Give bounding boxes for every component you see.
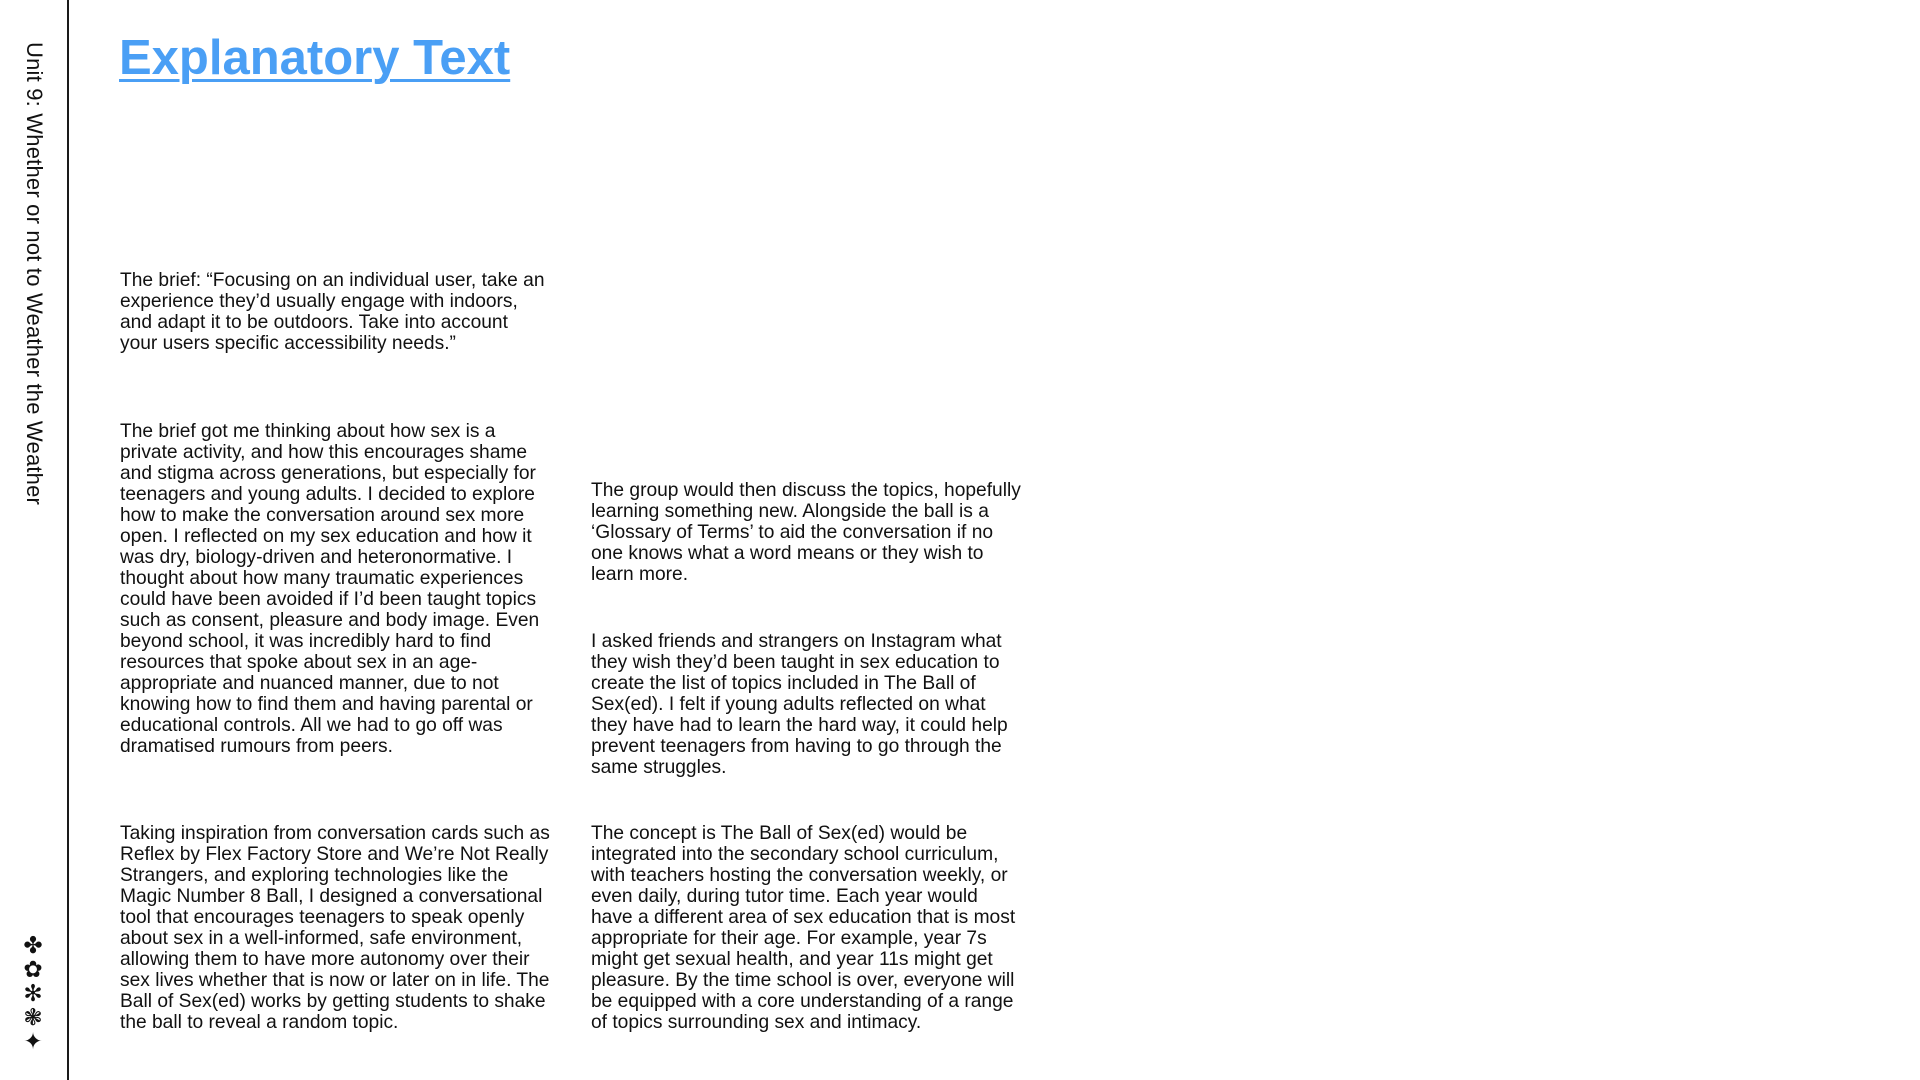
concept-paragraph: The concept is The Ball of Sex(ed) would be integrated into the secondary school curriculum, with teachers hosting the conversation weekly, or even daily, during tutor time. Each year would have a different area of sex education that is most appropriate for their age. For example, year 7s might get sexual health, and year 11s might get pleasure. By the time school is over, everyone will be equipped with a core understanding of a range of topics surrounding sex and intimacy.	[591, 823, 1016, 1033]
sidebar	[0, 0, 69, 1080]
clover-icon[interactable]: ✤	[23, 933, 43, 959]
research-paragraph: I asked friends and strangers on Instagram what they wish they’d been taught in sex education to create the list of topics included in The Ball of Sex(ed). I felt if young adults reflected on what they have had to learn the hard way, it could help prevent teenagers from having to go through the same struggles.	[591, 631, 1008, 778]
page-title-link[interactable]: Explanatory Text	[119, 31, 511, 85]
decorative-icon-stack	[18, 934, 48, 1054]
discussion-paragraph: The group would then discuss the topics, hopefully learning something new. Alongside the ball is a ‘Glossary of Terms’ to aid the conversation if no one knows what a word means or they wish to learn more.	[591, 480, 1021, 585]
asterisk-icon[interactable]: ✻	[23, 981, 43, 1007]
inspiration-paragraph: Taking inspiration from conversation cards such as Reflex by Flex Factory Store and We’re Not Really Strangers, and exploring technologies like the Magic Number 8 Ball, I designed a conversational tool that encourages teenagers to speak openly about sex in a well-informed, safe environment, allowing them to have more autonomy over their sex lives whether that is now or later on in life. The Ball of Sex(ed) works by getting students to shake the ball to reveal a random topic.	[120, 823, 550, 1033]
unit-title: Unit 9: Whether or not to Weather the Weather	[22, 42, 47, 506]
brief-paragraph: The brief: “Focusing on an individual user, take an experience they’d usually engage with indoors, and adapt it to be outdoors. Take into account your users specific accessibility needs.”	[120, 270, 545, 354]
flower-icon[interactable]: ✿	[23, 957, 43, 983]
reflection-paragraph: The brief got me thinking about how sex is a private activity, and how this encourages shame and stigma across generations, but especially for teenagers and young adults. I decided to explore how to make the conversation around sex more open. I reflected on my sex education and how it was dry, biology-driven and heteronormative. I thought about how many traumatic experiences could have been avoided if I’d been taught topics such as consent, pleasure and body image. Even beyond school, it was incredibly hard to find resources that spoke about sex in an age-appropriate and nuanced manner, due to not knowing how to find them and having parental or educational controls. All we had to go off was dramatised rumours from peers.	[120, 421, 540, 757]
star-icon[interactable]: ✦	[23, 1029, 43, 1055]
florette-icon[interactable]: ❃	[23, 1005, 43, 1031]
